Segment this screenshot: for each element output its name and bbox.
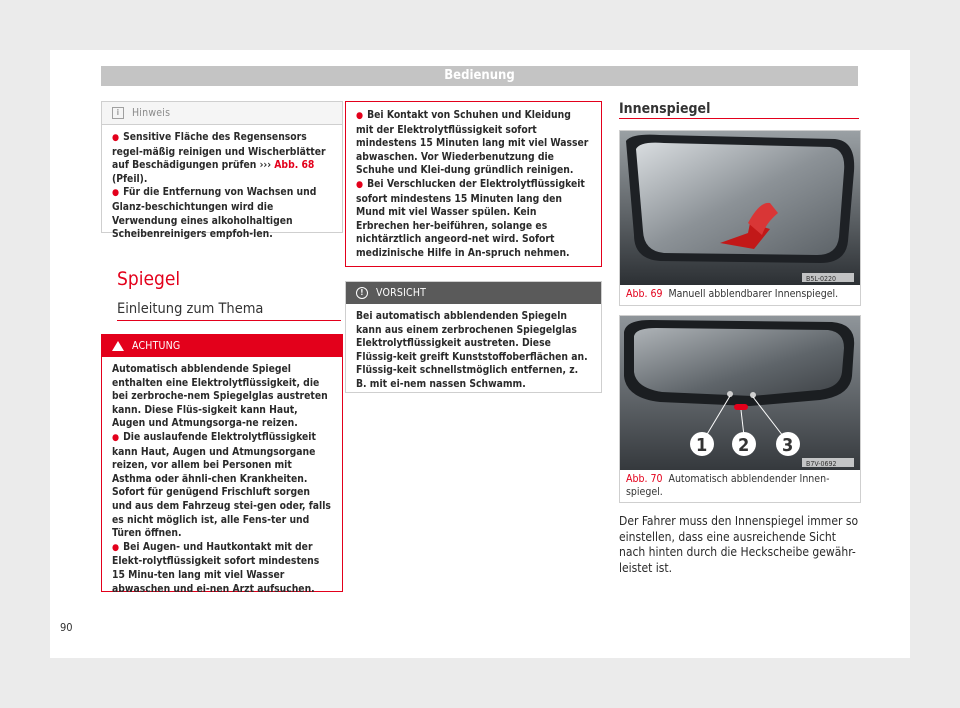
achtung-item-text: Bei Kontakt von Schuhen und Kleidung mit der Elektrolytflüssigkeit sofort mindestens 15 Minuten lang mit viel Wasser abwaschen. Vor Wiederbenutzung die Schuhe und Klei-dung gründlich reinigen. <box>356 109 589 177</box>
vorsicht-box <box>345 281 602 393</box>
achtung-item <box>112 541 332 596</box>
hinweis-item <box>112 186 332 241</box>
vorsicht-text: Bei automatisch abblendenden Spiegeln kann aus einem zerbrochenen Spiegelglas Elektrolytflüssigkeit austreten. Diese Flüssig-keit greift Kunststoffoberflächen an. Flüssig-keit schnellstmöglich entfernen, z. B. mit ei-nem nassen Schwamm. <box>356 310 588 390</box>
callout-1: 1 <box>696 435 708 456</box>
figure-70-number: Abb. 70 <box>626 473 663 485</box>
info-icon: i <box>112 107 124 119</box>
achtung-label: ACHTUNG <box>132 340 181 352</box>
callout-3: 3 <box>782 435 794 456</box>
vorsicht-body <box>346 304 601 400</box>
warning-icon <box>112 341 124 351</box>
figure-70 <box>619 315 861 503</box>
callout-2: 2 <box>738 435 750 456</box>
achtung-intro: Automatisch abblendende Spiegel enthalten eine Elektrolytflüssigkeit, die bei zerbroche-nem Spiegelglas austreten kann. Diese Flüs-sigkeit kann Haut, Augen und Atmungsorga-ne reizen. <box>112 363 328 430</box>
hinweis-item-text-end: (Pfeil). <box>112 172 148 185</box>
achtung-item-text: Bei Verschlucken der Elektrolytflüssigkeit sofort mindestens 15 Minuten lang den Mund mit viel Wasser spülen. Kein Erbrechen her-beiführen, solange es nichtärztlich angeord-net wird. Sofort medizinische Hilfe in An-spruch nehmen. <box>356 177 585 259</box>
hinweis-body <box>102 125 342 250</box>
achtung-continued-body <box>346 102 601 269</box>
section-subtitle: Einleitung zum Thema <box>117 301 264 317</box>
achtung-header <box>102 335 342 357</box>
hinweis-box <box>101 101 343 241</box>
hinweis-header <box>102 102 342 125</box>
vorsicht-label: VORSICHT <box>376 287 427 299</box>
hinweis-item-text: Sensitive Fläche des Regensensors regel-mäßig reinigen und Wischerblätter auf Beschädigungen prüfen ››› <box>112 131 326 172</box>
caution-icon: ! <box>356 287 368 299</box>
achtung-item <box>356 109 591 178</box>
auto-dimming-mirror-image <box>620 316 860 470</box>
hinweis-item <box>112 131 332 186</box>
section-title: Spiegel <box>117 268 181 290</box>
innenspiegel-paragraph: Der Fahrer muss den Innenspiegel immer so einstellen, dass eine ausreichende Sicht nach hinten durch die Heckscheibe gewähr-leistet ist. <box>619 514 859 575</box>
achtung-continued-box <box>345 101 602 267</box>
achtung-box <box>101 334 343 595</box>
figure-69-code: B5L-0220 <box>806 275 837 283</box>
figure-link-abb-68[interactable]: Abb. 68 <box>274 159 315 172</box>
hinweis-label: Hinweis <box>132 107 171 119</box>
figure-70-caption <box>620 470 860 503</box>
achtung-item <box>112 431 332 541</box>
innenspiegel-divider <box>619 118 859 119</box>
figure-69-number: Abb. 69 <box>626 288 663 300</box>
innenspiegel-title: Innenspiegel <box>619 101 711 117</box>
hinweis-item-text: Für die Entfernung von Wachsen und Glanz-beschichtungen wird die Verwendung eines alkoholhaltigen Scheibenreinigers empfoh-len. <box>112 186 317 241</box>
vorsicht-header <box>346 282 601 304</box>
chapter-header: Bedienung <box>101 66 858 86</box>
achtung-item-text: Die auslaufende Elektrolytflüssigkeit kann Haut, Augen und Atmungsorgane reizen, vor allem bei Personen mit Asthma oder ähnli-chen Krankheiten. Sofort für genügend Frischluft sorgen und aus dem Fahrzeug stei-gen oder, falls es nicht möglich ist, alle Fens-ter und Türen öffnen. <box>112 430 331 540</box>
achtung-body <box>102 357 342 604</box>
figure-70-caption-text: Automatisch abblendender Innen-spiegel. <box>626 473 830 498</box>
figure-69-caption-text: Manuell abblendbarer Innenspiegel. <box>668 288 839 300</box>
figure-70-code: B7V-0692 <box>806 460 837 468</box>
achtung-item-text: Bei Augen- und Hautkontakt mit der Elekt-rolytflüssigkeit sofort mindestens 15 Minu-ten lang mit viel Wasser abwaschen und ei-nen Arzt aufsuchen. <box>112 540 320 595</box>
manual-mirror-image <box>620 131 860 285</box>
figure-69-caption <box>620 285 860 305</box>
achtung-item <box>356 178 591 261</box>
page-number: 90 <box>60 621 73 634</box>
subtitle-divider <box>117 320 341 321</box>
figure-69 <box>619 130 861 306</box>
